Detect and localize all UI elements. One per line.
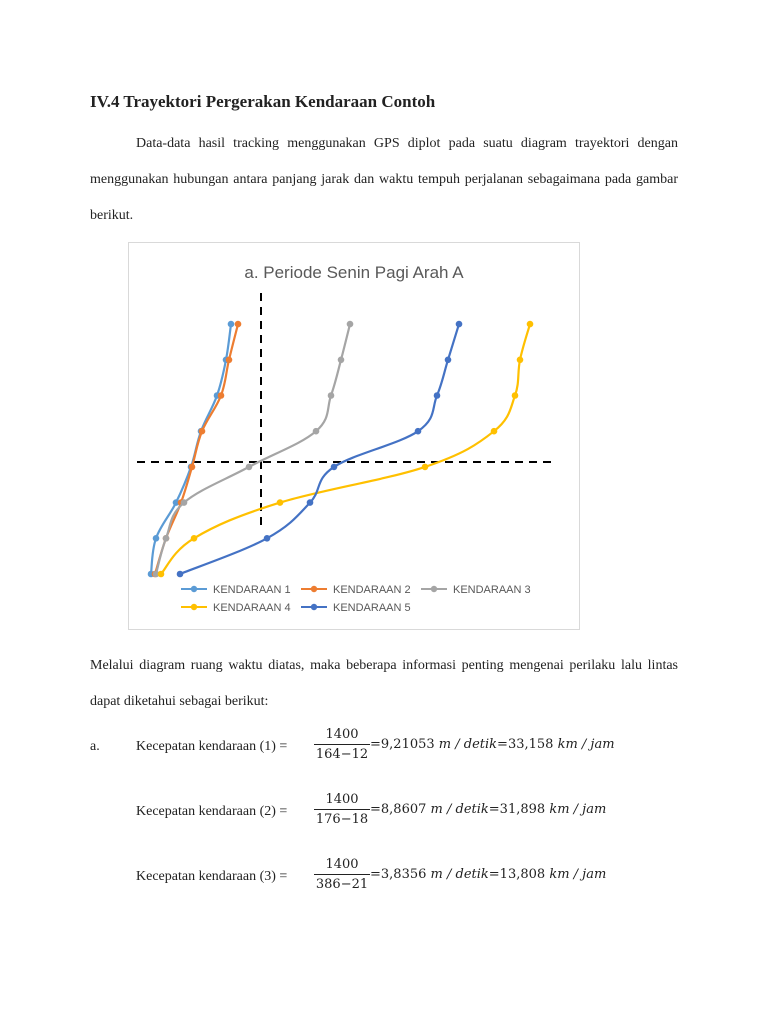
legend-entry-1 xyxy=(181,584,291,596)
legend-entry-3 xyxy=(421,584,531,596)
series-kendaraan-4 xyxy=(158,321,534,578)
data-point xyxy=(228,321,235,328)
legend-swatch-marker xyxy=(311,586,317,592)
fraction-denominator: 164−12 xyxy=(314,744,370,762)
data-point xyxy=(347,321,354,328)
equation-result xyxy=(370,737,615,752)
legend-label: KENDARAAN 1 xyxy=(213,584,291,596)
data-point xyxy=(307,499,314,506)
unit-kmh: km / jam xyxy=(549,802,607,817)
series-kendaraan-3 xyxy=(153,321,354,578)
chart-legend xyxy=(181,584,531,614)
data-point xyxy=(158,571,165,578)
equation-result xyxy=(370,802,606,817)
legend-label: KENDARAAN 2 xyxy=(333,584,411,596)
fraction-numerator: 1400 xyxy=(325,792,359,807)
data-point xyxy=(199,428,206,435)
chart-canvas xyxy=(129,243,579,629)
series-line xyxy=(180,324,459,574)
section-heading: IV.4 Trayektori Pergerakan Kendaraan Contoh xyxy=(90,92,436,111)
data-point xyxy=(517,357,524,364)
result-value-kmh: =33,158 xyxy=(497,737,554,752)
data-point xyxy=(313,428,320,435)
data-point xyxy=(527,321,534,328)
legend-swatch-marker xyxy=(311,604,317,610)
unit-kmh: km / jam xyxy=(549,867,607,882)
equation-label: Kecepatan kendaraan (2) = xyxy=(136,804,288,819)
data-point xyxy=(338,357,345,364)
data-point xyxy=(445,357,452,364)
trajectory-chart xyxy=(128,242,580,630)
equation-label: Kecepatan kendaraan (1) = xyxy=(136,739,288,754)
fraction-numerator: 1400 xyxy=(325,727,359,742)
result-value-ms: =8,8607 xyxy=(370,802,427,817)
data-point xyxy=(277,499,284,506)
data-point xyxy=(491,428,498,435)
legend-label: KENDARAAN 3 xyxy=(453,584,531,596)
fraction xyxy=(314,857,370,892)
data-point xyxy=(191,535,198,542)
unit-ms: m / detik xyxy=(430,802,489,817)
fraction-denominator: 386−21 xyxy=(314,874,370,892)
fraction xyxy=(314,792,370,827)
unit-ms: m / detik xyxy=(438,737,498,752)
data-point xyxy=(189,464,196,471)
fraction-denominator: 176−18 xyxy=(314,809,370,827)
data-point xyxy=(264,535,271,542)
data-point xyxy=(177,571,184,578)
legend-entry-4 xyxy=(181,602,291,614)
legend-entry-5 xyxy=(301,602,411,614)
data-point xyxy=(422,464,429,471)
data-point xyxy=(226,357,233,364)
result-value-kmh: =13,808 xyxy=(488,867,546,882)
series-kendaraan-5 xyxy=(177,321,463,578)
legend-swatch-marker xyxy=(431,586,437,592)
data-point xyxy=(218,392,225,399)
chart-title: a. Periode Senin Pagi Arah A xyxy=(244,263,464,282)
data-point xyxy=(235,321,242,328)
series-line xyxy=(161,324,530,574)
result-value-ms: =9,21053 xyxy=(370,737,435,752)
data-point xyxy=(163,535,170,542)
data-point xyxy=(456,321,463,328)
list-marker: a. xyxy=(90,739,100,754)
series-layer xyxy=(148,321,534,578)
result-value-kmh: =31,898 xyxy=(488,802,546,817)
data-point xyxy=(181,499,188,506)
intro-paragraph: Data-data hasil tracking menggunakan GPS diplot pada suatu diagram trayektori dengan menggunakan hubungan antara panjang jarak dan waktu tempuh perjalanan sebagaimana pada gambar berikut. xyxy=(90,136,678,223)
data-point xyxy=(512,392,519,399)
fraction-numerator: 1400 xyxy=(325,857,359,872)
data-point xyxy=(331,464,338,471)
result-value-ms: =3,8356 xyxy=(370,867,427,882)
legend-label: KENDARAAN 4 xyxy=(213,602,291,614)
legend-swatch-marker xyxy=(191,604,197,610)
unit-ms: m / detik xyxy=(430,867,489,882)
legend-entry-2 xyxy=(301,584,411,596)
series-line xyxy=(156,324,350,574)
unit-kmh: km / jam xyxy=(557,737,615,752)
fraction xyxy=(314,727,370,762)
analysis-paragraph: Melalui diagram ruang waktu diatas, maka beberapa informasi penting mengenai perilaku lalu lintas dapat diketahui sebagai berikut: xyxy=(90,658,678,709)
data-point xyxy=(434,392,441,399)
data-point xyxy=(415,428,422,435)
data-point xyxy=(246,464,253,471)
legend-label: KENDARAAN 5 xyxy=(333,602,411,614)
legend-swatch-marker xyxy=(191,586,197,592)
equation-label: Kecepatan kendaraan (3) = xyxy=(136,869,288,884)
equation-result xyxy=(370,867,606,882)
data-point xyxy=(153,535,160,542)
series-line xyxy=(151,324,231,574)
data-point xyxy=(328,392,335,399)
